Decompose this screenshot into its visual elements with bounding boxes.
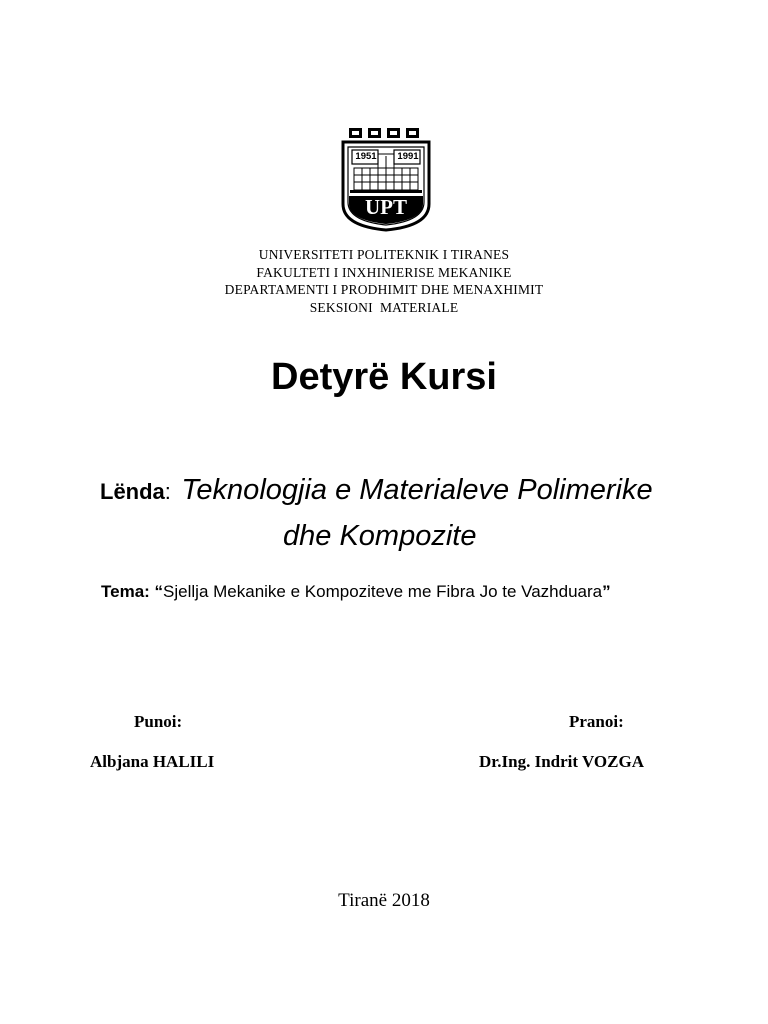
logo-year-right: 1991 [397,151,419,162]
subject-text-line2: dhe Kompozite [283,520,477,552]
supervisor-name: Dr.Ing. Indrit VOZGA [479,752,644,771]
subject-text-line1: Teknologjia e Materialeve Polimerike [181,474,653,506]
subject-line [100,474,653,507]
topic-text: Sjellja Mekanike e Kompoziteve me Fibra Jo te Vazhduara [163,582,603,601]
topic-open-quote: “ [154,582,164,601]
topic-close-quote: ” [602,582,611,601]
logo-initials: UPT [365,195,407,219]
section-name: SEKSIONI MATERIALE [309,300,459,315]
author-name: Albjana HALILI [90,752,215,771]
subject-colon: : [164,479,171,504]
university-name: UNIVERSITETI POLITEKNIK I TIRANES [258,247,510,262]
upt-logo [340,126,432,232]
supervisor-label: Pranoi: [569,712,624,731]
faculty-name: FAKULTETI I INXHINIERISE MEKANIKE [256,265,512,280]
author-label: Punoi: [134,712,183,731]
subject-label: Lënda [100,479,165,504]
department-name: DEPARTAMENTI I PRODHIMIT DHE MENAXHIMIT [224,282,544,297]
topic-line [101,582,611,602]
document-title: Detyrë Kursi [271,356,497,398]
place-date: Tiranë 2018 [338,890,430,911]
topic-label: Tema: [101,582,150,601]
logo-year-left: 1951 [355,151,377,162]
